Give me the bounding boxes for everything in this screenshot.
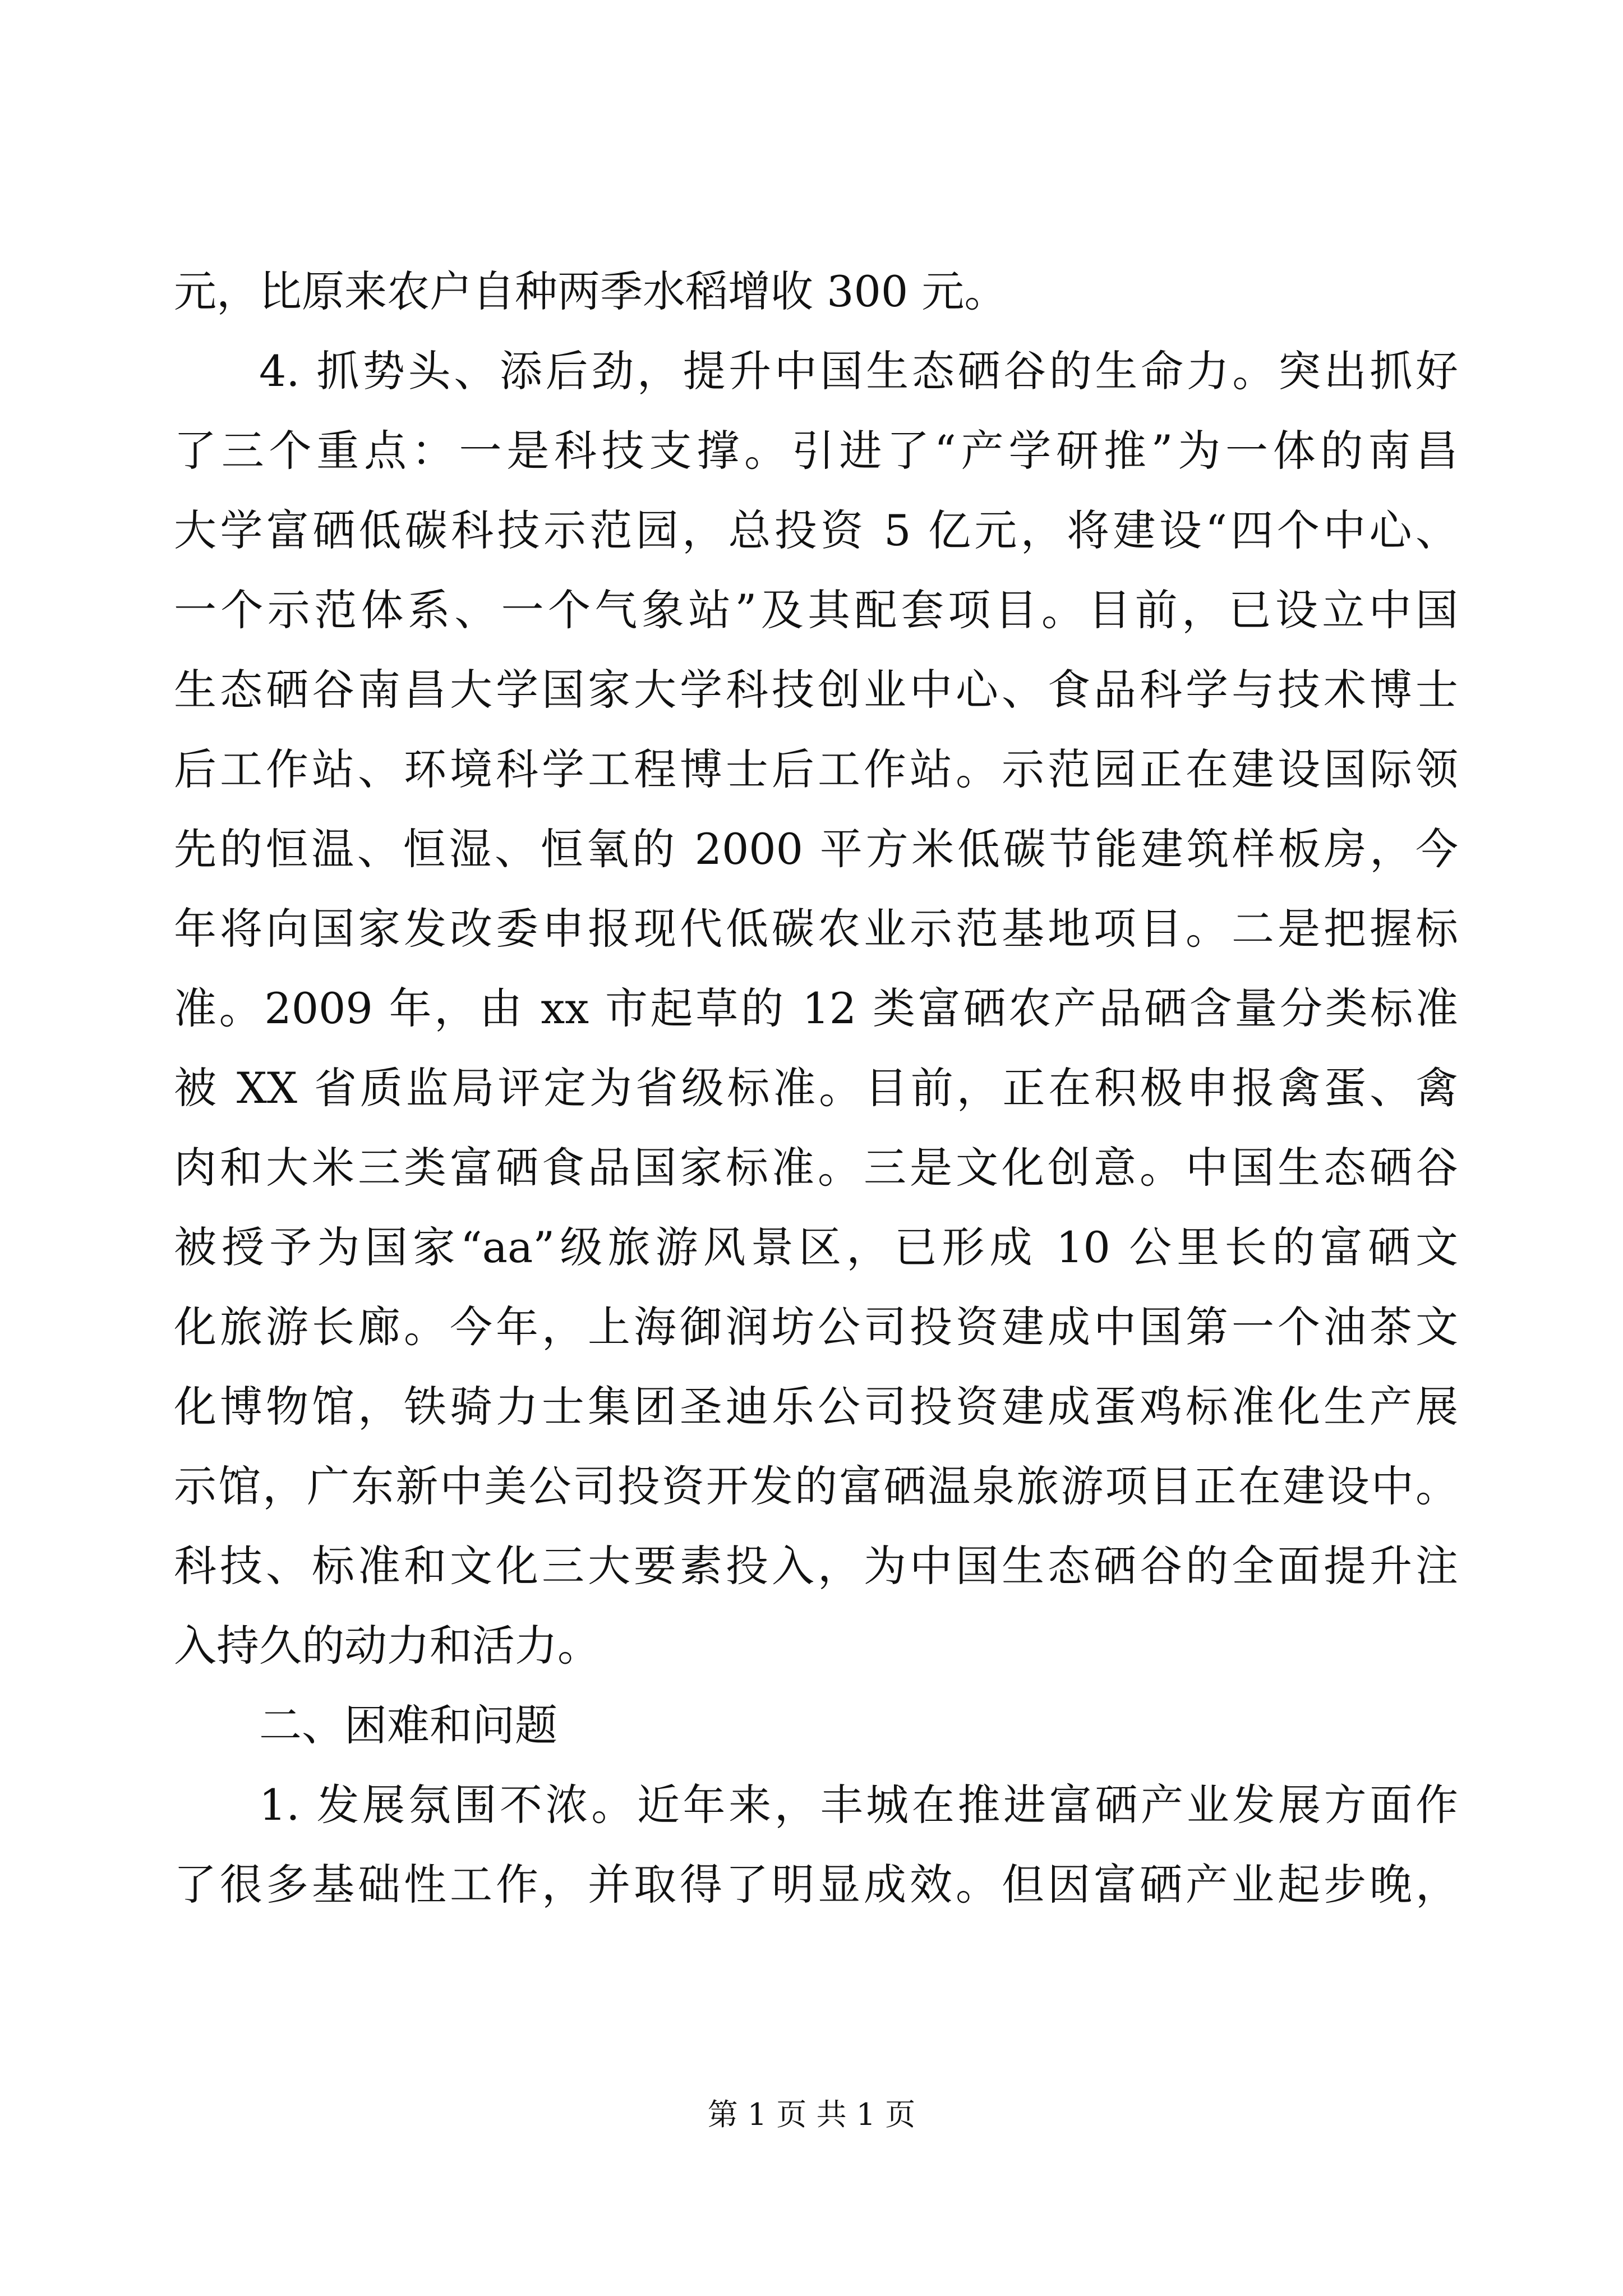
- text-line-4: 大学富硒低碳科技示范园，总投资 5 亿元，将建设“四个中心、: [174, 505, 1458, 555]
- text-line-17: 科技、标准和文化三大要素投入，为中国生态硒谷的全面提升注: [174, 1541, 1458, 1591]
- text-line-11: 被 XX 省质监局评定为省级标准。目前，正在积极申报禽蛋、禽: [174, 1063, 1458, 1113]
- text-line-5: 一个示范体系、一个气象站”及其配套项目。目前，已设立中国: [174, 585, 1458, 635]
- text-line-15: 化博物馆，铁骑力士集团圣迪乐公司投资建成蛋鸡标准化生产展: [174, 1382, 1458, 1432]
- text-line-14: 化旅游长廊。今年，上海御润坊公司投资建成中国第一个油茶文: [174, 1302, 1458, 1352]
- page-number-footer: 第 1 页 共 1 页: [707, 2097, 916, 2132]
- text-line-16: 示馆，广东新中美公司投资开发的富硒温泉旅游项目正在建设中。: [174, 1461, 1458, 1511]
- text-line-18: 入持久的动力和活力。: [174, 1621, 600, 1671]
- text-line-12: 肉和大米三类富硒食品国家标准。三是文化创意。中国生态硒谷: [174, 1143, 1458, 1193]
- text-line-13: 被授予为国家“aa”级旅游风景区，已形成 10 公里长的富硒文: [174, 1222, 1458, 1272]
- text-line-3: 了三个重点：一是科技支撑。引进了“产学研推”为一体的南昌: [174, 426, 1458, 476]
- text-line-21: 了很多基础性工作，并取得了明显成效。但因富硒产业起步晚，: [174, 1860, 1458, 1910]
- text-line-9: 年将向国家发改委申报现代低碳农业示范基地项目。二是把握标: [174, 904, 1458, 954]
- text-line-10: 准。2009 年，由 xx 市起草的 12 类富硒农产品硒含量分类标准: [174, 983, 1458, 1033]
- text-line-1: 元，比原来农户自种两季水稻增收 300 元。: [174, 266, 1007, 316]
- text-line-7: 后工作站、环境科学工程博士后工作站。示范园正在建设国际领: [174, 744, 1458, 794]
- text-line-6: 生态硒谷南昌大学国家大学科技创业中心、食品科学与技术博士: [174, 665, 1458, 715]
- text-line-20: 1. 发展氛围不浓。近年来，丰城在推进富硒产业发展方面作: [259, 1780, 1458, 1830]
- text-line-2: 4. 抓势头、添后劲，提升中国生态硒谷的生命力。突出抓好: [259, 346, 1458, 396]
- text-line-8: 先的恒温、恒湿、恒氧的 2000 平方米低碳节能建筑样板房，今: [174, 824, 1458, 874]
- section-heading: 二、困难和问题: [259, 1700, 557, 1750]
